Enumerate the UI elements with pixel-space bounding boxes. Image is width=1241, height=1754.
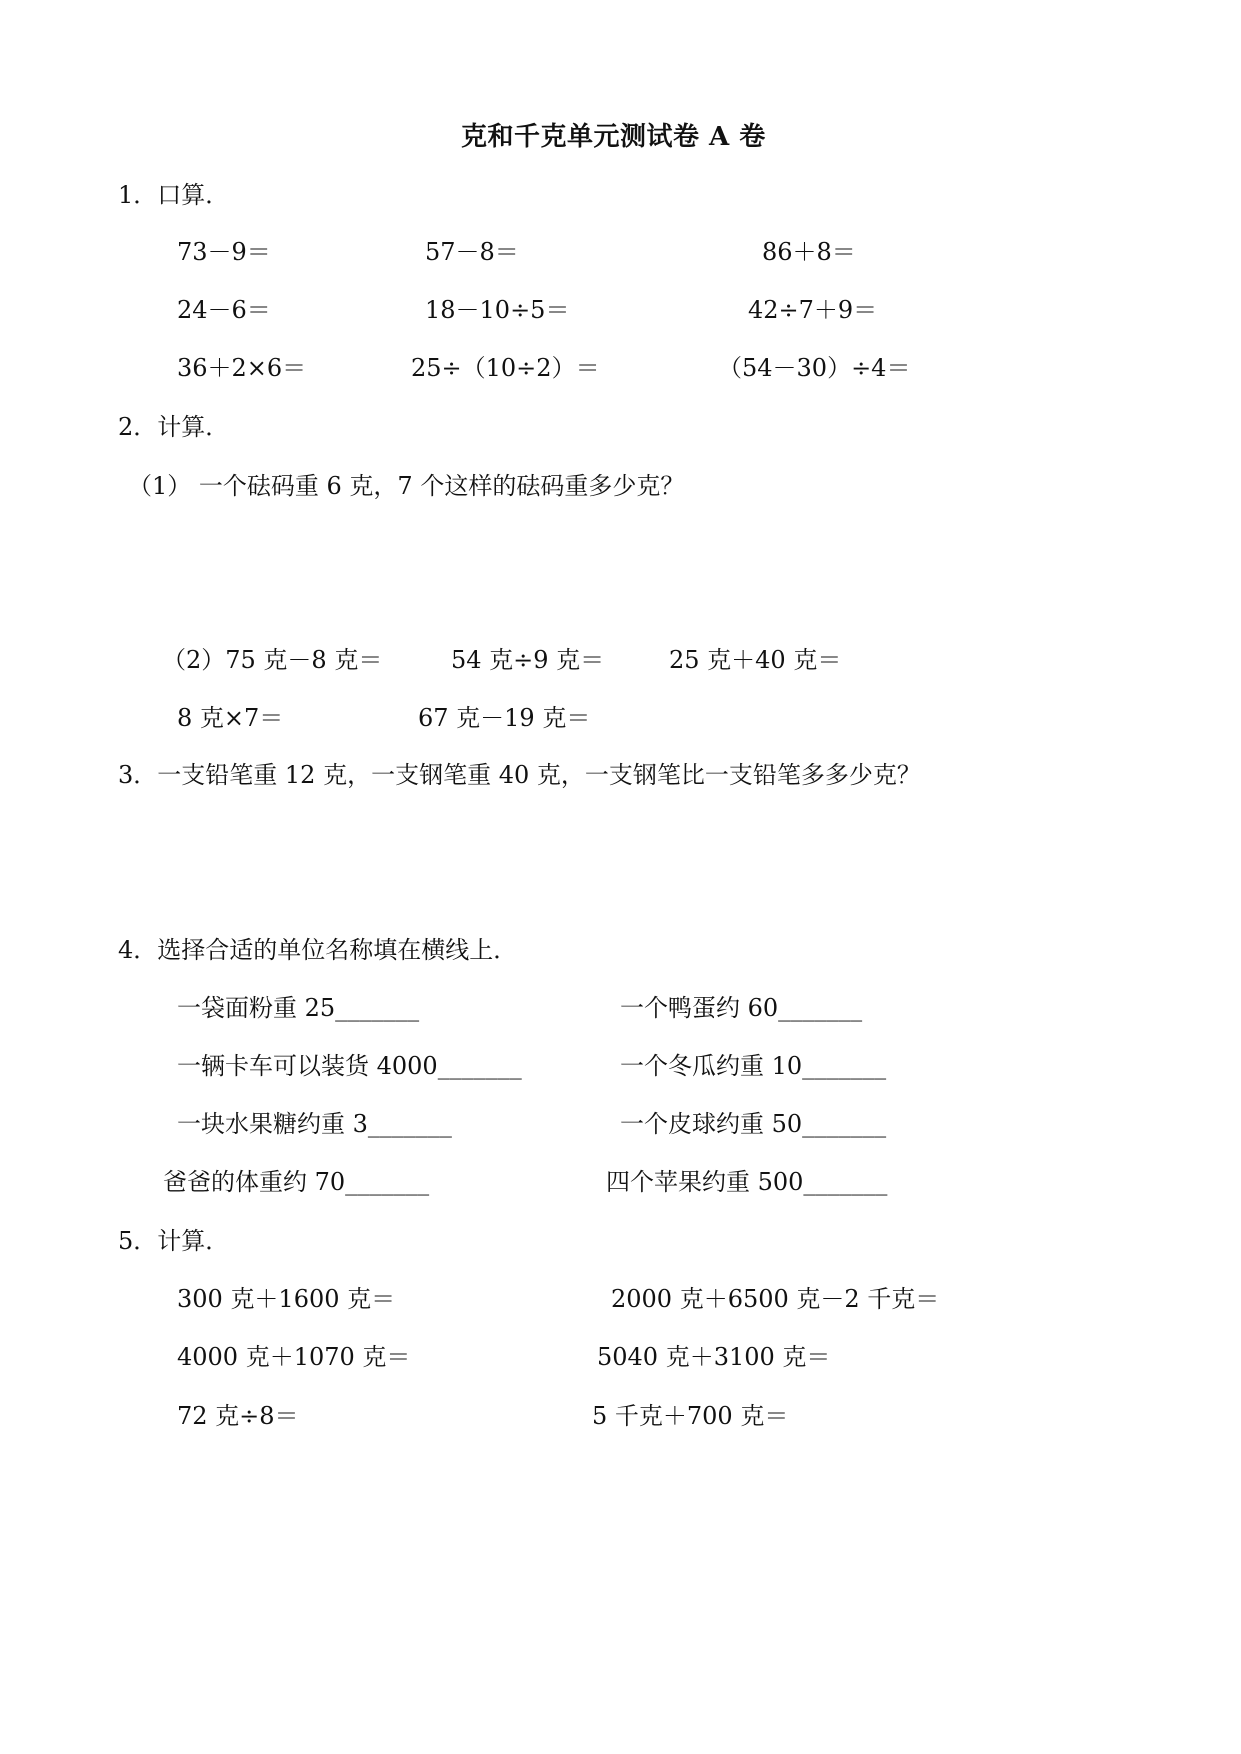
q2-heading: 2．计算． bbox=[118, 413, 230, 441]
q5-expr: 5 千克＋700 克＝ bbox=[592, 1402, 789, 1430]
q4-item: 一个鸭蛋约 60_______ bbox=[620, 994, 863, 1022]
q4-item: 一个皮球约重 50_______ bbox=[620, 1110, 887, 1138]
q2-expr: 8 克×7＝ bbox=[177, 704, 284, 732]
q1-heading: 1．口算． bbox=[118, 181, 230, 209]
q5-heading: 5．计算． bbox=[118, 1227, 230, 1255]
q1-expr: 42÷7＋9＝ bbox=[748, 296, 878, 324]
q5-expr: 72 克÷8＝ bbox=[177, 1402, 299, 1430]
q2-expr: 54 克÷9 克＝ bbox=[451, 646, 605, 674]
q5-expr: 2000 克＋6500 克－2 千克＝ bbox=[611, 1285, 940, 1313]
q1-expr: 25÷（10÷2）＝ bbox=[411, 354, 600, 382]
q1-expr: 24－6＝ bbox=[177, 296, 271, 324]
q5-expr: 4000 克＋1070 克＝ bbox=[177, 1343, 411, 1371]
q2-part1-text: （1） 一个砝码重 6 克，7 个这样的砝码重多少克？ bbox=[128, 472, 685, 500]
q2-expr: （2）75 克－8 克＝ bbox=[162, 646, 383, 674]
q4-item: 四个苹果约重 500_______ bbox=[606, 1168, 888, 1196]
q1-expr: 18－10÷5＝ bbox=[425, 296, 570, 324]
q5-expr: 300 克＋1600 克＝ bbox=[177, 1285, 396, 1313]
q1-expr: （54－30）÷4＝ bbox=[718, 354, 911, 382]
q1-expr: 36＋2×6＝ bbox=[177, 354, 307, 382]
q1-expr: 86＋8＝ bbox=[762, 238, 856, 266]
q4-heading: 4．选择合适的单位名称填在横线上． bbox=[118, 936, 518, 964]
q4-item: 一块水果糖约重 3_______ bbox=[177, 1110, 452, 1138]
q4-item: 一袋面粉重 25_______ bbox=[177, 994, 420, 1022]
q3-text: 3．一支铅笔重 12 克，一支钢笔重 40 克，一支钢笔比一支铅笔多多少克？ bbox=[118, 761, 921, 789]
q2-expr: 25 克＋40 克＝ bbox=[669, 646, 842, 674]
q2-expr: 67 克－19 克＝ bbox=[418, 704, 591, 732]
q4-item: 爸爸的体重约 70_______ bbox=[163, 1168, 430, 1196]
q1-expr: 73－9＝ bbox=[177, 238, 271, 266]
q4-item: 一辆卡车可以装货 4000_______ bbox=[177, 1052, 522, 1080]
q1-expr: 57－8＝ bbox=[425, 238, 519, 266]
q4-item: 一个冬瓜约重 10_______ bbox=[620, 1052, 887, 1080]
page-title: 克和千克单元测试卷 A 卷 bbox=[461, 122, 766, 152]
q5-expr: 5040 克＋3100 克＝ bbox=[597, 1343, 831, 1371]
